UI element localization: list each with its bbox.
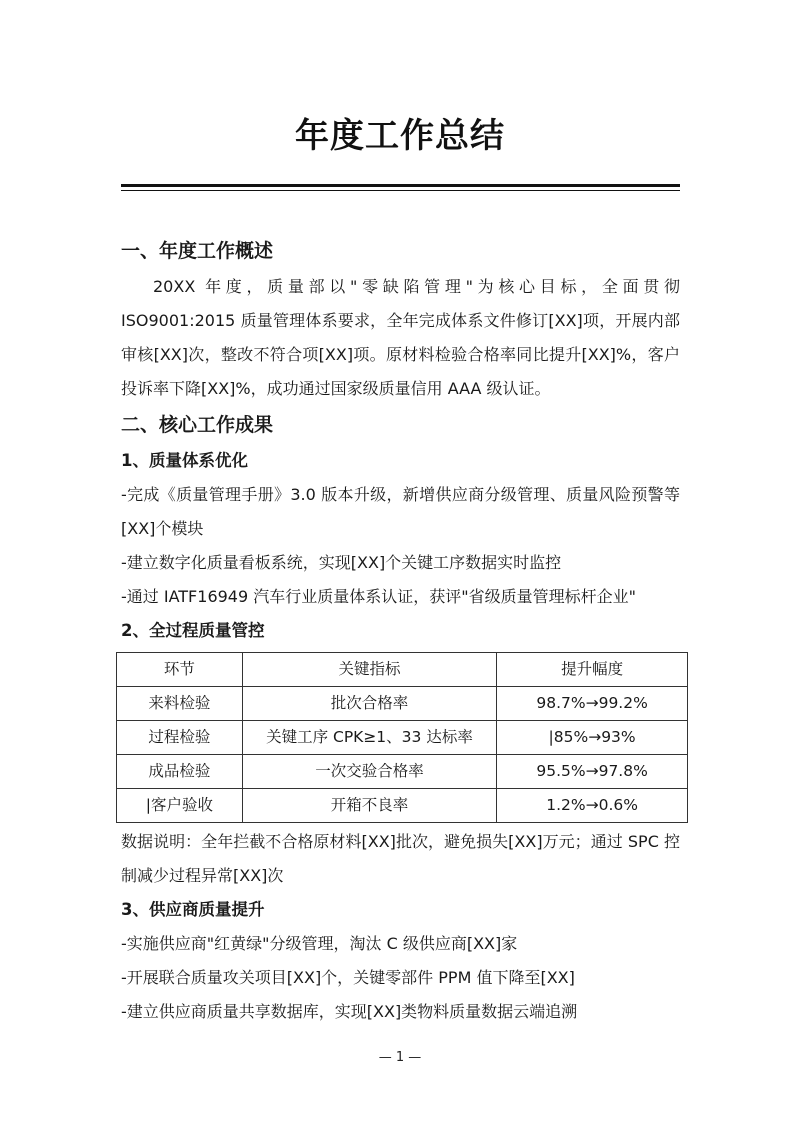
- table-row: [117, 687, 688, 721]
- sub3-item: -实施供应商"红黄绿"分级管理，淘汰 C 级供应商[XX]家: [121, 934, 518, 953]
- table-header-cell: 关键指标: [242, 653, 497, 687]
- table-row: [117, 789, 688, 823]
- title-rule-thick: [121, 184, 680, 187]
- table-header-cell: 提升幅度: [497, 653, 688, 687]
- sub1-item: -完成《质量管理手册》3.0 版本升级，新增供应商分级管理、质量风险预警等[XX]个模块: [121, 485, 680, 538]
- table-cell: 1.2%→0.6%: [497, 789, 688, 823]
- table-cell: |客户验收: [117, 789, 243, 823]
- sub1-item: -通过 IATF16949 汽车行业质量体系认证，获评"省级质量管理标杆企业": [121, 587, 636, 606]
- sub3-heading: 3、供应商质量提升: [121, 900, 265, 919]
- title-rule-thin: [121, 190, 680, 191]
- quality-control-table: [116, 652, 688, 823]
- table-header-row: [117, 653, 688, 687]
- section1-paragraph: 20XX 年度，质量部以"零缺陷管理"为核心目标，全面贯彻 ISO9001:2015 质量管理体系要求，全年完成体系文件修订[XX]项，开展内部审核[XX]次，整改不符合项[XX]项。原材料检验合格率同比提升[XX]%，客户投诉率下降[XX]%，成功通过国家级质量信用 AAA 级认证。: [121, 277, 680, 398]
- table-row: [117, 721, 688, 755]
- table-cell: 过程检验: [117, 721, 243, 755]
- table-cell: 一次交验合格率: [242, 755, 497, 789]
- sub2-heading: 2、全过程质量管控: [121, 621, 265, 640]
- document-title: 年度工作总结: [295, 116, 505, 156]
- table-cell: 开箱不良率: [242, 789, 497, 823]
- sub3-item: -建立供应商质量共享数据库，实现[XX]类物料质量数据云端追溯: [121, 1002, 578, 1021]
- table-cell: 批次合格率: [242, 687, 497, 721]
- table-row: [117, 755, 688, 789]
- section1-heading: 一、年度工作概述: [121, 240, 274, 262]
- table-cell: 关键工序 CPK≥1、33 达标率: [242, 721, 497, 755]
- table-header-cell: 环节: [117, 653, 243, 687]
- table-cell: |85%→93%: [497, 721, 688, 755]
- sub1-heading: 1、质量体系优化: [121, 451, 248, 470]
- data-note: 数据说明：全年拦截不合格原材料[XX]批次，避免损失[XX]万元；通过 SPC 控制减少过程异常[XX]次: [121, 832, 680, 885]
- document-body: [121, 232, 680, 1029]
- table-cell: 成品检验: [117, 755, 243, 789]
- sub3-item: -开展联合质量攻关项目[XX]个，关键零部件 PPM 值下降至[XX]: [121, 968, 575, 987]
- section2-heading: 二、核心工作成果: [121, 414, 274, 436]
- table-cell: 98.7%→99.2%: [497, 687, 688, 721]
- page-number: — 1 —: [378, 1050, 422, 1065]
- sub1-item: -建立数字化质量看板系统，实现[XX]个关键工序数据实时监控: [121, 553, 562, 572]
- table-cell: 来料检验: [117, 687, 243, 721]
- table-cell: 95.5%→97.8%: [497, 755, 688, 789]
